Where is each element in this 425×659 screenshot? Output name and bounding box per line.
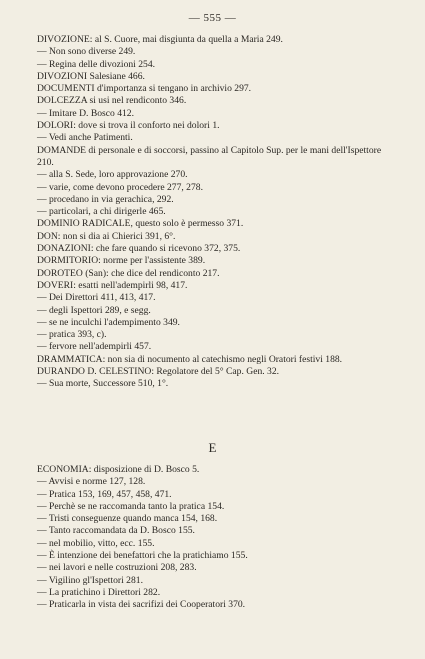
index-entry: — Imitare D. Bosco 412. <box>37 107 134 119</box>
index-entry: — alla S. Sede, loro approvazione 270. <box>37 169 188 181</box>
index-entry: DRAMMATICA: non sia di nocumento al catechismo negli Oratori festivi 188. <box>37 353 343 365</box>
section-letter-heading: E <box>208 440 217 455</box>
index-entry: — Vigilino gl'Ispettori 281. <box>37 574 143 586</box>
index-entry: — particolari, a chi dirigerle 465. <box>37 206 166 218</box>
page-number: — 555 — <box>188 12 237 24</box>
index-entry: — nei lavori e nelle costruzioni 208, 283. <box>37 562 197 574</box>
index-entries-e <box>37 464 389 612</box>
index-entry: — nel mobilio, vitto, ecc. 155. <box>37 537 155 549</box>
index-entry: — degli Ispettori 289, e segg. <box>37 304 151 316</box>
index-entry: — Praticarla in vista dei sacrifizi dei Cooperatori 370. <box>37 599 246 611</box>
index-entry: — varie, come devono procedere 277, 278. <box>37 181 203 193</box>
index-entry: — Tanto raccomandata da D. Bosco 155. <box>37 525 195 537</box>
index-entry: DOLORI: dove si trova il conforto nei dolori 1. <box>37 120 220 132</box>
index-entry: DURANDO D. CELESTINO: Regolatore del 5° Cap. Gen. 32. <box>37 366 280 378</box>
index-entry: DOMINIO RADICALE, questo solo è permesso 371. <box>37 218 244 230</box>
index-entry: DONAZIONI: che fare quando si ricevono 372, 375. <box>37 243 241 255</box>
index-entry: ECONOMIA: disposizione di D. Bosco 5. <box>37 464 200 475</box>
index-entry: DOVERI: esatti nell'adempirli 98, 417. <box>37 279 188 291</box>
index-entry: DIVOZIONE: al S. Cuore, mai disgiunta da quella a Maria 249. <box>37 34 283 45</box>
index-entry: — pratica 393, c). <box>37 329 107 341</box>
index-entry: — Pratica 153, 169, 457, 458, 471. <box>37 488 172 500</box>
index-entry: DORMITORIO: norme per l'assistente 389. <box>37 255 206 267</box>
index-entry: — Perchè se ne raccomanda tanto la pratica 154. <box>37 500 225 512</box>
index-entry: — La pratichino i Direttori 282. <box>37 586 161 598</box>
index-entry: DOLCEZZA si usi nel rendiconto 346. <box>37 95 187 107</box>
index-entry: — procedano in via gerachica, 292. <box>37 193 174 205</box>
index-entry: DON: non si dia ai Chierici 391, 6°. <box>37 230 176 242</box>
index-entry: DOMANDE di personale e di soccorsi, passino al Capitolo Sup. per le mani dell'Ispettore 210. <box>37 144 382 168</box>
index-entry: — È intenzione dei benefattori che la pratichiamo 155. <box>37 550 248 562</box>
index-entry: — fervore nell'adempirli 457. <box>37 341 152 353</box>
index-entry: — Avvisi e norme 127, 128. <box>37 476 146 488</box>
index-entry: — Vedi anche Patimenti. <box>37 132 133 144</box>
index-entry: — se ne inculchi l'adempimento 349. <box>37 316 180 328</box>
index-entry: — Tristi conseguenze quando manca 154, 168. <box>37 513 218 525</box>
index-entry: DOCUMENTI d'importanza si tengano in archivio 297. <box>37 83 252 95</box>
index-entry: — Sua morte, Successore 510, 1°. <box>37 378 169 390</box>
index-entry: DIVOZIONI Salesiane 466. <box>37 70 145 82</box>
index-entry: DOROTEO (San): che dice del rendiconto 217. <box>37 267 220 279</box>
index-entry: — Regina delle divozioni 254. <box>37 58 156 70</box>
index-entry: — Dei Direttori 411, 413, 417. <box>37 292 156 304</box>
index-entry: — Non sono diverse 249. <box>37 46 136 58</box>
index-entries-d <box>37 34 389 391</box>
